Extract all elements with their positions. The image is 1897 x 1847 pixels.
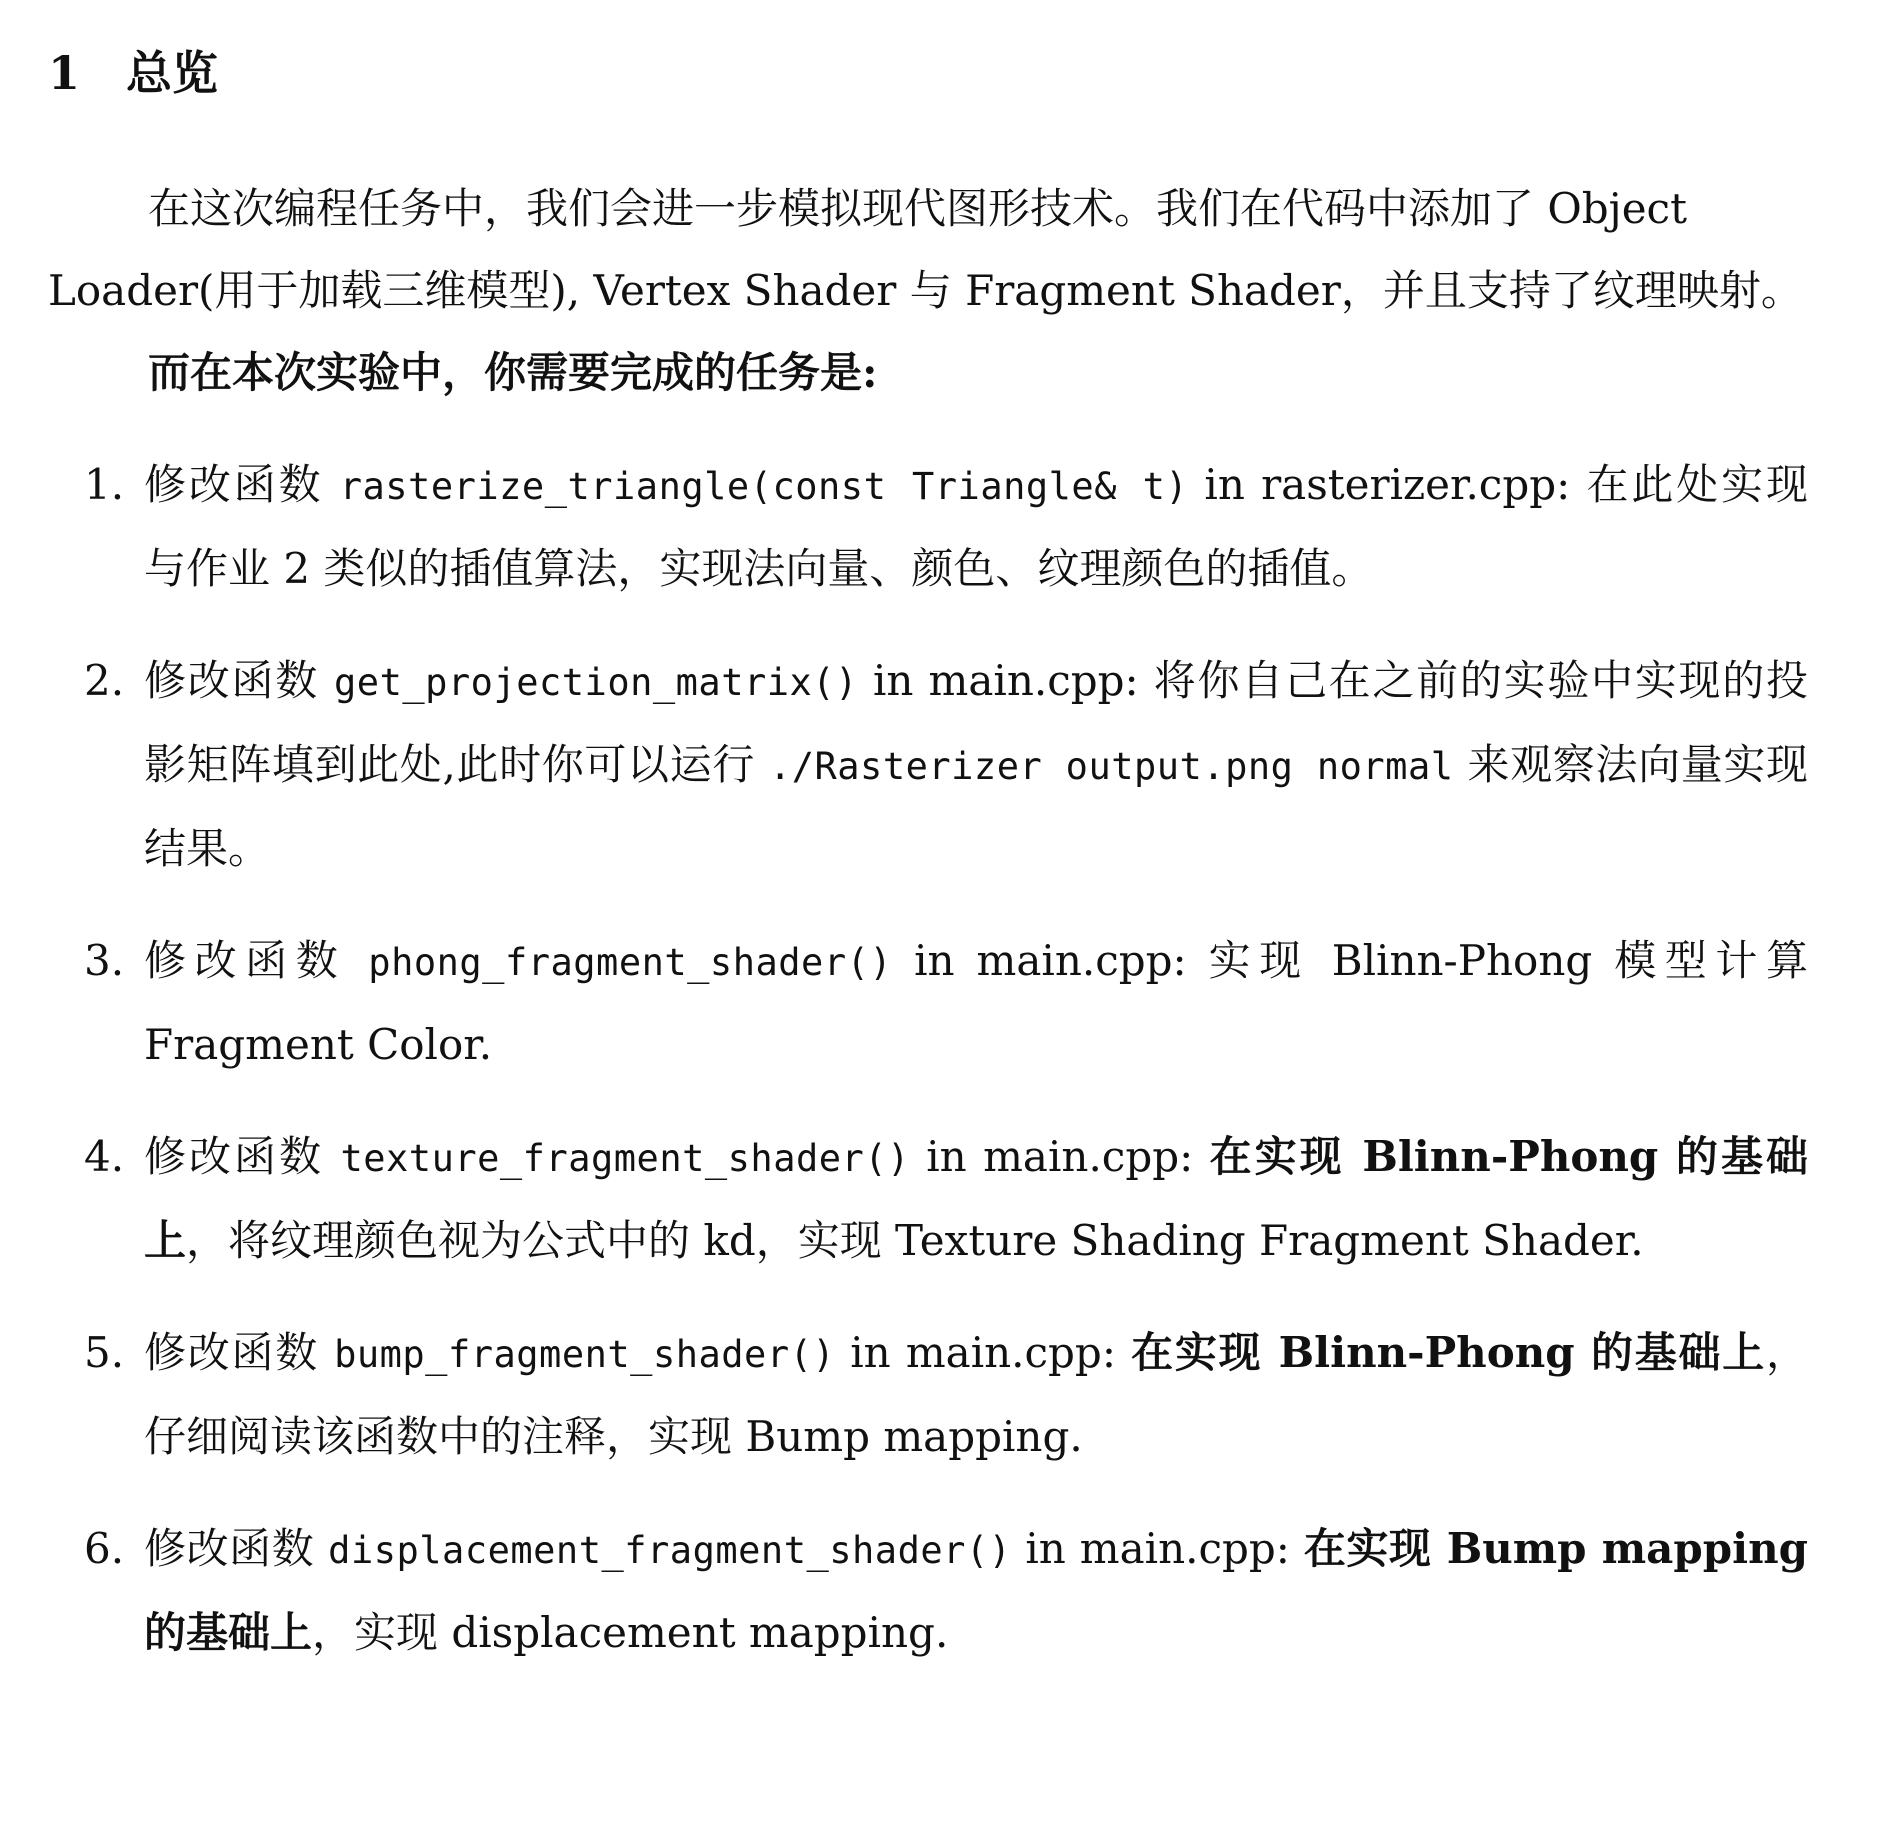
task-item-4 <box>48 1116 1808 1282</box>
task-number: 3. <box>84 936 125 985</box>
task-item-5 <box>48 1312 1808 1478</box>
section-title: 总览 <box>126 46 218 100</box>
intro-text: 在这次编程任务中，我们会进一步模拟现代图形技术。我们在代码中添加了 Object Loader(用于加载三维模型), Vertex Shader 与 Fragment Shader，并且支持了纹理映射。 <box>48 184 1803 315</box>
task-description-continued: 来观察法向量实现结果。 <box>144 740 1808 873</box>
task-item-2 <box>48 640 1808 890</box>
task-prefix: 修改函数 <box>144 1132 341 1181</box>
command-line: ./Rasterizer output.png normal <box>768 745 1454 788</box>
task-item-3 <box>48 920 1808 1086</box>
task-description: 在此处实现与作业 2 类似的插值算法，实现法向量、颜色、纹理颜色的插值。 <box>144 460 1808 593</box>
task-number: 5. <box>84 1328 125 1377</box>
function-name: rasterize_triangle(const Triangle& t) <box>339 465 1189 508</box>
task-emphasis: 在实现 Blinn-Phong 的基础上 <box>144 1132 1808 1265</box>
task-file: in main.cpp: <box>892 936 1209 985</box>
task-number: 6. <box>84 1524 125 1573</box>
task-item-6 <box>48 1508 1808 1674</box>
task-file: in main.cpp: <box>909 1132 1210 1181</box>
task-item-1 <box>48 444 1808 610</box>
task-prefix: 修改函数 <box>144 936 369 985</box>
task-prefix: 修改函数 <box>144 460 340 509</box>
tasks-intro: 而在本次实验中，你需要完成的任务是: <box>148 348 878 397</box>
function-name: get_projection_matrix() <box>334 661 858 704</box>
task-file: in main.cpp: <box>835 1328 1132 1377</box>
task-description: 实现 Blinn-Phong 模型计算 Fragment Color. <box>144 936 1808 1069</box>
task-description: ，仔细阅读该函数中的注释，实现 Bump mapping. <box>144 1328 1808 1461</box>
task-file: in main.cpp: <box>1011 1524 1304 1573</box>
task-prefix: 修改函数 <box>144 1328 335 1377</box>
function-name: phong_fragment_shader() <box>368 941 893 984</box>
section-heading <box>48 38 1808 108</box>
task-description: ，将纹理颜色视为公式中的 kd，实现 Texture Shading Fragment Shader. <box>186 1216 1644 1265</box>
function-name: texture_fragment_shader() <box>340 1137 910 1180</box>
task-prefix: 修改函数 <box>144 1524 329 1573</box>
task-description: ，实现 displacement mapping. <box>312 1608 949 1657</box>
intro-paragraph <box>48 168 1808 332</box>
function-name: bump_fragment_shader() <box>334 1333 836 1376</box>
task-number: 1. <box>84 460 125 509</box>
task-number: 2. <box>84 656 125 705</box>
task-emphasis: 在实现 Blinn-Phong 的基础上 <box>1131 1328 1766 1377</box>
task-emphasis: 在实现 Bump mapping 的基础上 <box>144 1524 1808 1657</box>
section-number: 1 <box>48 46 81 100</box>
task-file: in rasterizer.cpp: <box>1188 460 1587 509</box>
function-name: displacement_fragment_shader() <box>328 1529 1012 1572</box>
task-prefix: 修改函数 <box>144 656 335 705</box>
task-description: 将你自己在之前的实验中实现的投影矩阵填到此处,此时你可以运行 <box>144 656 1808 789</box>
task-number: 4. <box>84 1132 125 1181</box>
task-file: in main.cpp: <box>857 656 1154 705</box>
task-list <box>48 444 1808 1674</box>
